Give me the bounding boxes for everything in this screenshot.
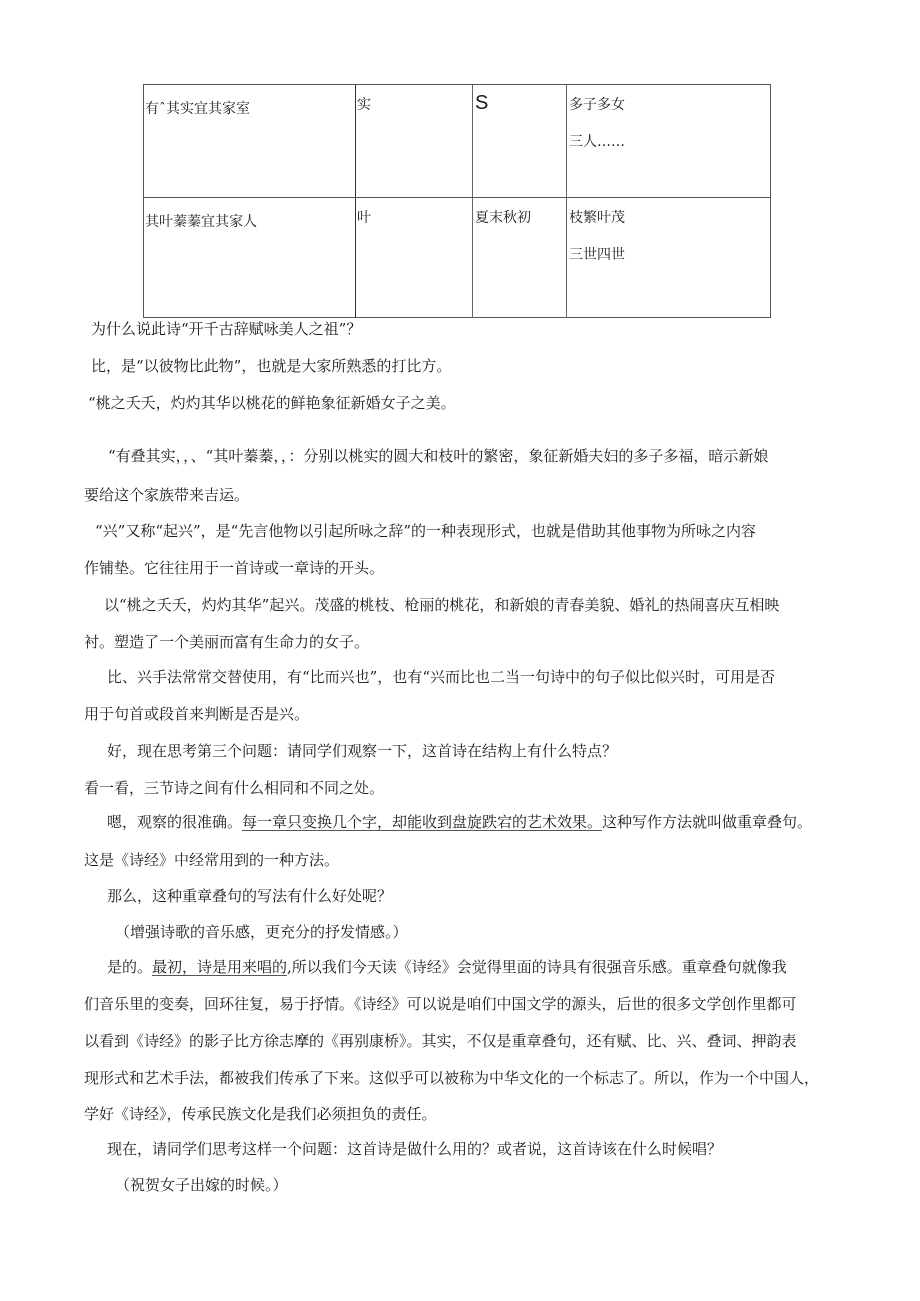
paragraph-look: 看一看，三节诗之间有什么相同和不同之处。 <box>84 779 385 797</box>
paragraph-bi-definition: 比，是“以彼物比此物”，也就是大家所熟悉的打比方。 <box>91 357 452 375</box>
observe-prefix: 嗯，观察的很准确。 <box>107 813 243 831</box>
season-text: S <box>475 92 489 114</box>
table-cell-season <box>473 85 567 197</box>
table-cell-verse <box>144 85 356 197</box>
table-cell-meaning <box>567 198 771 318</box>
paragraph-bixing-line-1: 比、兴手法常常交替使用，有“比而兴也”，也有“兴而比也二当一句诗中的句子似比似兴时，可用是否 <box>107 668 776 686</box>
meaning-line-1: 多子多女 <box>569 97 625 113</box>
table-cell-image <box>356 85 473 197</box>
paragraph-taozhi: “桃之夭夭，灼灼其华以桃花的鲜艳象征新婚女子之美。 <box>88 394 456 412</box>
paragraph-observe-line-1 <box>107 812 812 832</box>
paragraph-xing-line-2: 作铺垫。它往往用于一首诗或一章诗的开头。 <box>84 559 385 577</box>
paragraph-youfen-line-2: 要给这个家族带来吉运。 <box>84 486 250 504</box>
paragraph-benefit-question: 那么，这种重章叠句的写法有什么好处呢？ <box>107 887 393 905</box>
question-heading: 为什么说此诗“开千古辞赋咏美人之祖”？ <box>91 320 362 338</box>
underlined-text: 每一章只变换几个字，却能收到盘旋跌宕的艺术效果。 <box>242 813 603 831</box>
music-prefix: 是的。 <box>107 958 153 976</box>
table-cell-season <box>473 198 567 318</box>
meaning-line-2: 三人…… <box>569 134 625 150</box>
image-text: 实 <box>357 97 371 113</box>
paragraph-music-line-2: 们音乐里的变奏，回环往复，易于抒情。《诗经》可以说是咱们中国文学的源头，后世的很多文学创作里都可 <box>84 995 797 1013</box>
poem-analysis-table <box>143 84 771 318</box>
paragraph-use-question: 现在，请同学们思考这样一个问题：这首诗是做什么用的？或者说，这首诗该在什么时候唱？ <box>107 1140 723 1158</box>
paragraph-music-line-1 <box>107 957 787 977</box>
image-text: 叶 <box>357 210 371 226</box>
verse-text: 其叶蓁蓁宜其家人 <box>145 214 257 230</box>
meaning-line-1: 枝繁叶茂 <box>569 210 625 226</box>
paragraph-music-line-3: 以看到《诗经》的影子比方徐志摩的《再别康桥》。其实，不仅是重章叠句，还有赋、比、兴、叠词、押韵表 <box>84 1032 797 1050</box>
paragraph-youfen-line-1: “有叠其实，，、“其叶蓁蓁，，：分别以桃实的圆大和枝叶的繁密，象征新婚夫妇的多子多福，暗示新娘 <box>108 447 769 465</box>
paragraph-observe-line-2: 这是《诗经》中经常用到的一种方法。 <box>84 851 340 869</box>
underlined-text: 最初，诗是用来唱的 <box>152 958 288 976</box>
observe-suffix: 这种写作方法就叫做重章叠句。 <box>602 813 813 831</box>
paragraph-xing-line-1: “兴”又称“起兴”，是“先言他物以引起所咏之辞”的一种表现形式，也就是借助其他事物为所咏之内容 <box>95 522 757 540</box>
paragraph-qixing-line-1: 以“桃之夭夭，灼灼其华”起兴。茂盛的桃枝、枪丽的桃花，和新娘的青春美貌、婚礼的热闹喜庆互相映 <box>104 596 780 614</box>
table-row <box>144 198 770 318</box>
table-row <box>144 85 770 198</box>
table-cell-image <box>356 198 473 318</box>
music-suffix: ,所以我们今天读《诗经》会觉得里面的诗具有很强音乐感。重章叠句就像我 <box>287 958 787 976</box>
paragraph-qixing-line-2: 衬。塑造了一个美丽而富有生命力的女子。 <box>84 633 370 651</box>
verse-text: 有ˆ其实宜其家室 <box>145 101 250 117</box>
meaning-line-2: 三世四世 <box>569 247 625 263</box>
paragraph-use-answer: （祝贺女子出嫁的时候。） <box>115 1176 288 1194</box>
paragraph-benefit-answer: （增强诗歌的音乐感，更充分的抒发情感。） <box>115 923 408 941</box>
paragraph-third-question: 好，现在思考第三个问题：请同学们观察一下，这首诗在结构上有什么特点？ <box>107 742 618 760</box>
paragraph-music-line-5: 学好《诗经》，传承民族文化是我们必须担负的责任。 <box>84 1105 437 1123</box>
paragraph-music-line-4: 现形式和艺术手法，都被我们传承了下来。这似乎可以被称为中华文化的一个标志了。所以，作为一个中国人， <box>84 1069 820 1087</box>
season-text: 夏末秋初 <box>475 210 531 226</box>
table-cell-verse <box>144 198 356 318</box>
paragraph-bixing-line-2: 用于句首或段首来判断是否是兴。 <box>84 705 310 723</box>
table-cell-meaning <box>567 85 771 197</box>
